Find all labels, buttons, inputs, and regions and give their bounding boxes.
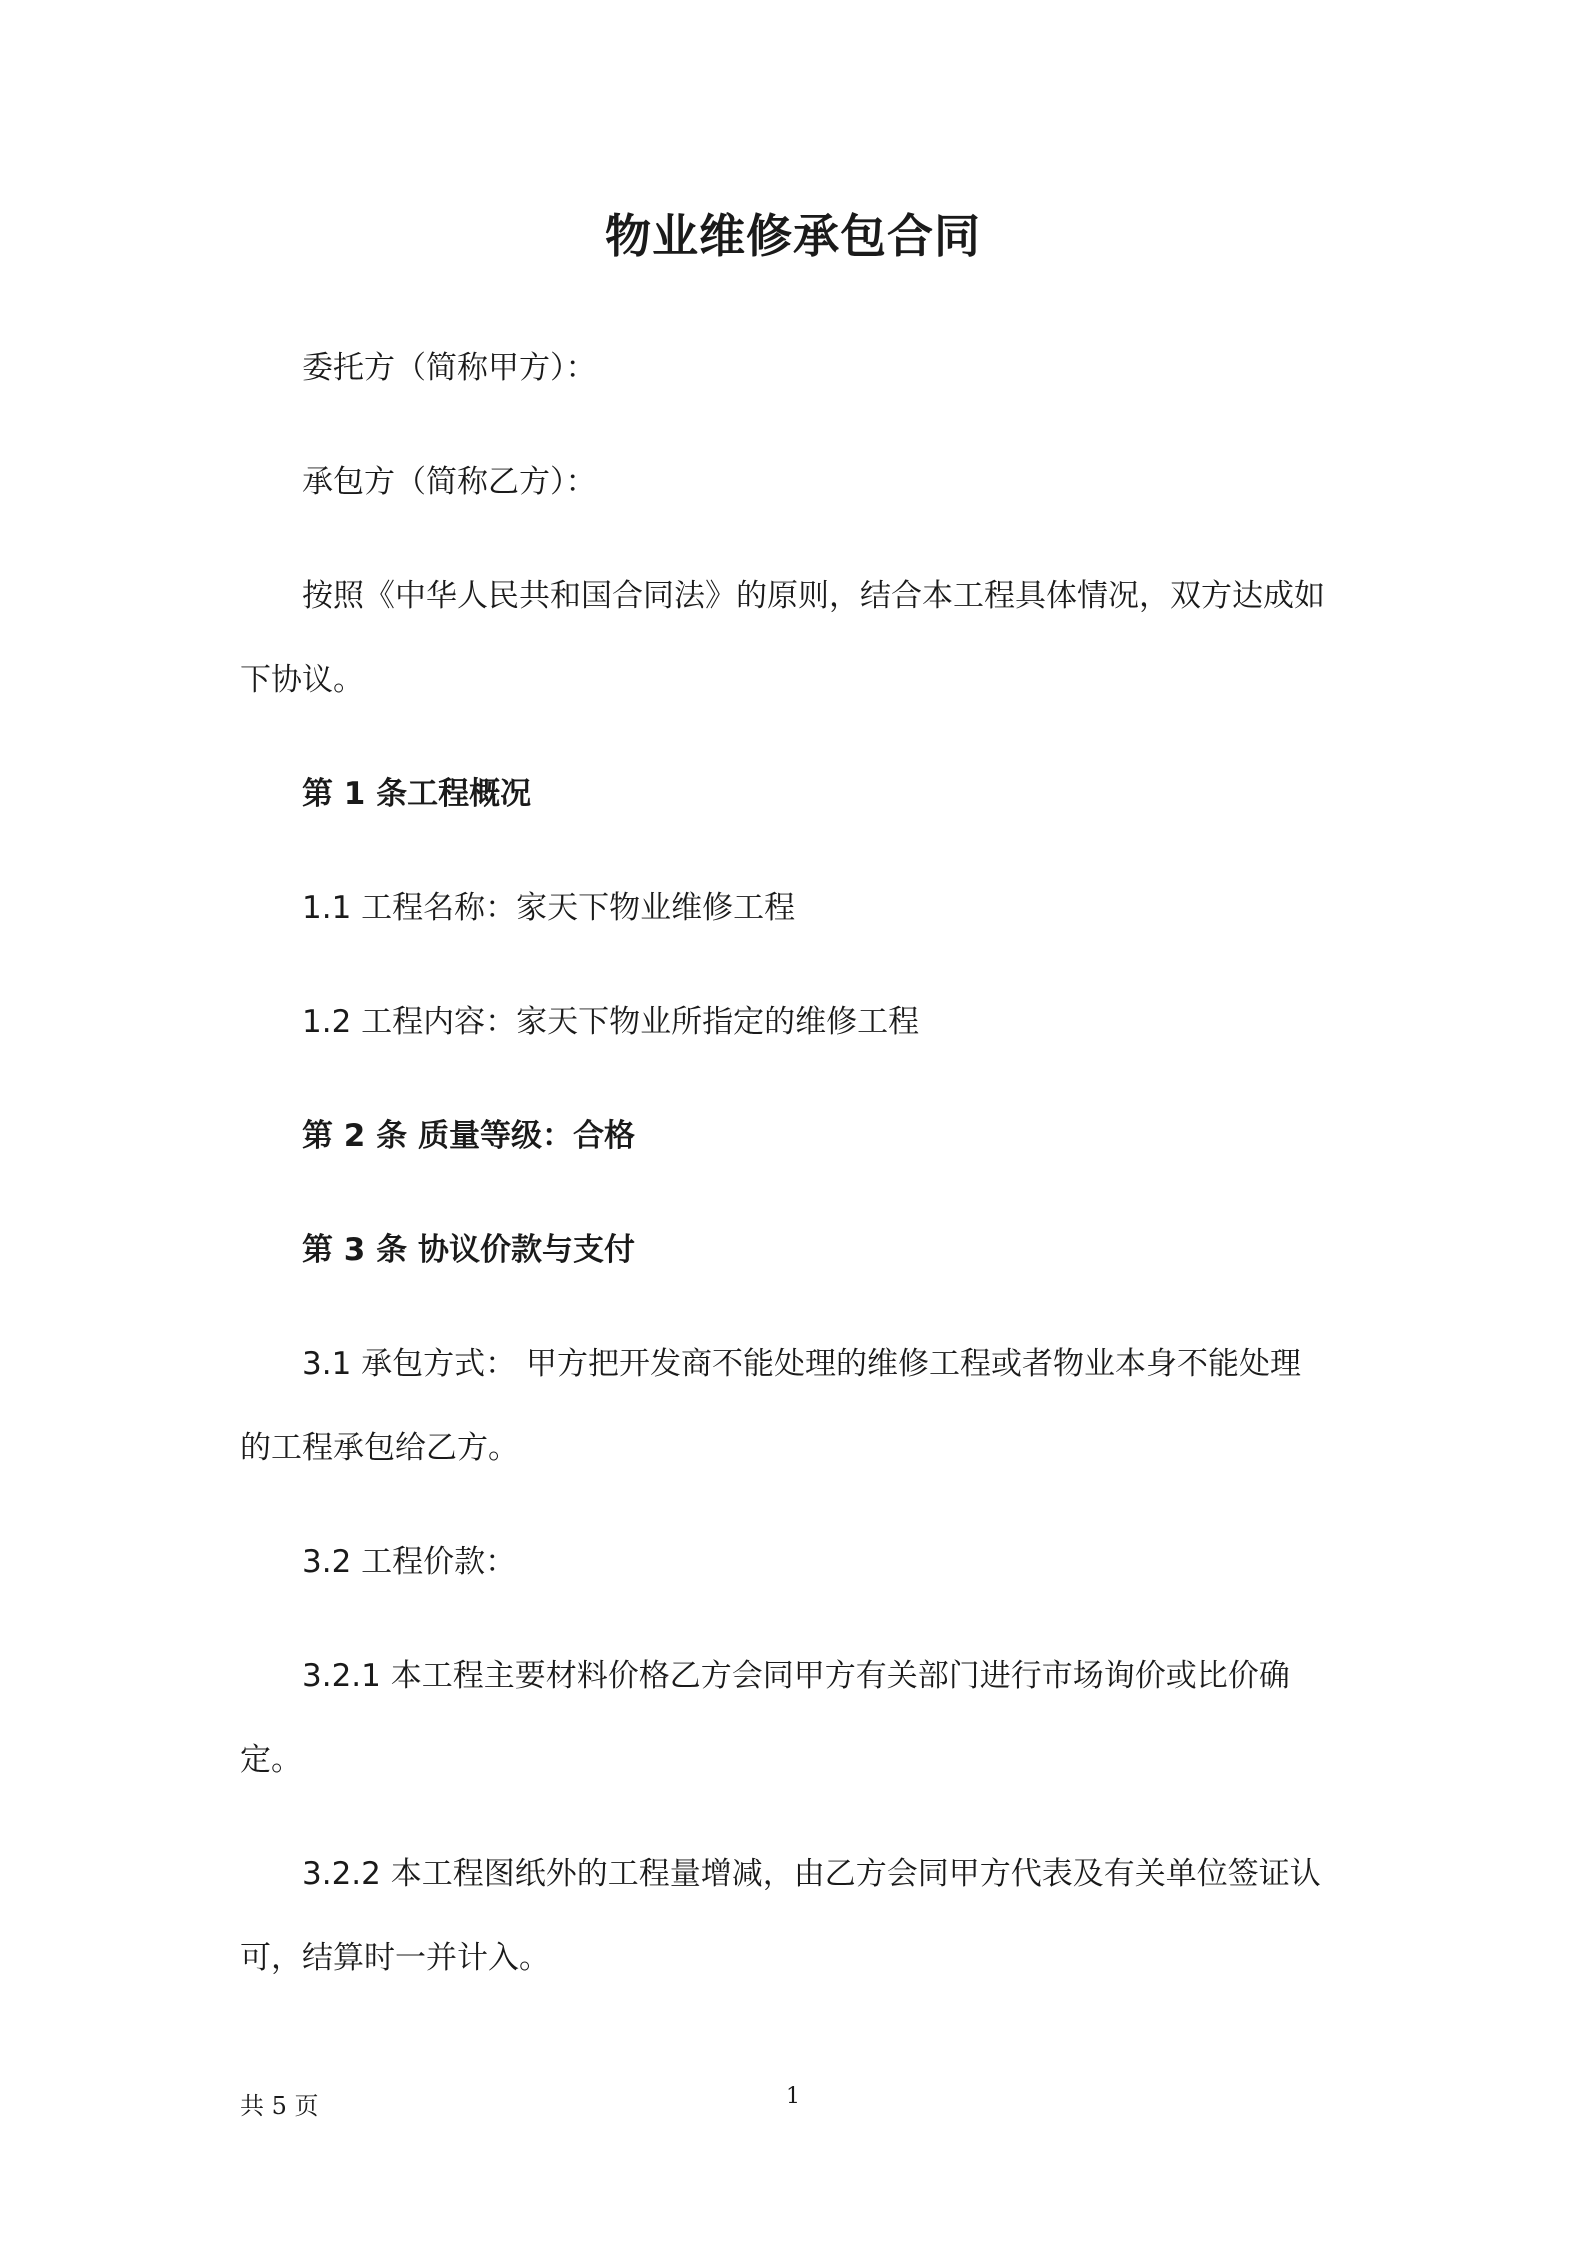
preamble-line-1: 按照《中华人民共和国合同法》的原则，结合本工程具体情况，双方达成如: [302, 578, 1325, 614]
party-b-line: 承包方（简称乙方）：: [302, 464, 597, 500]
preamble-line-2: 下协议。: [240, 662, 364, 698]
article-3-2-2-line-2: 可，结算时一并计入。: [240, 1940, 550, 1976]
article-3-2-2-line-1: 3.2.2 本工程图纸外的工程量增减，由乙方会同甲方代表及有关单位签证认: [302, 1856, 1321, 1892]
article-1-heading: 第 1 条工程概况: [302, 776, 532, 812]
article-3-heading: 第 3 条 协议价款与支付: [302, 1232, 635, 1268]
article-3-2: 3.2 工程价款：: [302, 1544, 517, 1580]
article-3-1-line-2: 的工程承包给乙方。: [240, 1430, 519, 1466]
article-1-1: 1.1 工程名称：家天下物业维修工程: [302, 890, 796, 926]
article-2-heading: 第 2 条 质量等级：合格: [302, 1118, 635, 1154]
article-3-2-1-line-2: 定。: [240, 1742, 302, 1778]
footer-page-number: 1: [786, 2084, 800, 2109]
party-a-line: 委托方（简称甲方）：: [302, 350, 597, 386]
article-1-2: 1.2 工程内容：家天下物业所指定的维修工程: [302, 1004, 920, 1040]
article-3-2-1-line-1: 3.2.1 本工程主要材料价格乙方会同甲方有关部门进行市场询价或比价确: [302, 1658, 1290, 1694]
document-title: 物业维修承包合同: [605, 209, 981, 263]
article-3-1-line-1: 3.1 承包方式： 甲方把开发商不能处理的维修工程或者物业本身不能处理: [302, 1346, 1302, 1382]
footer-total-pages: 共 5 页: [240, 2092, 319, 2120]
